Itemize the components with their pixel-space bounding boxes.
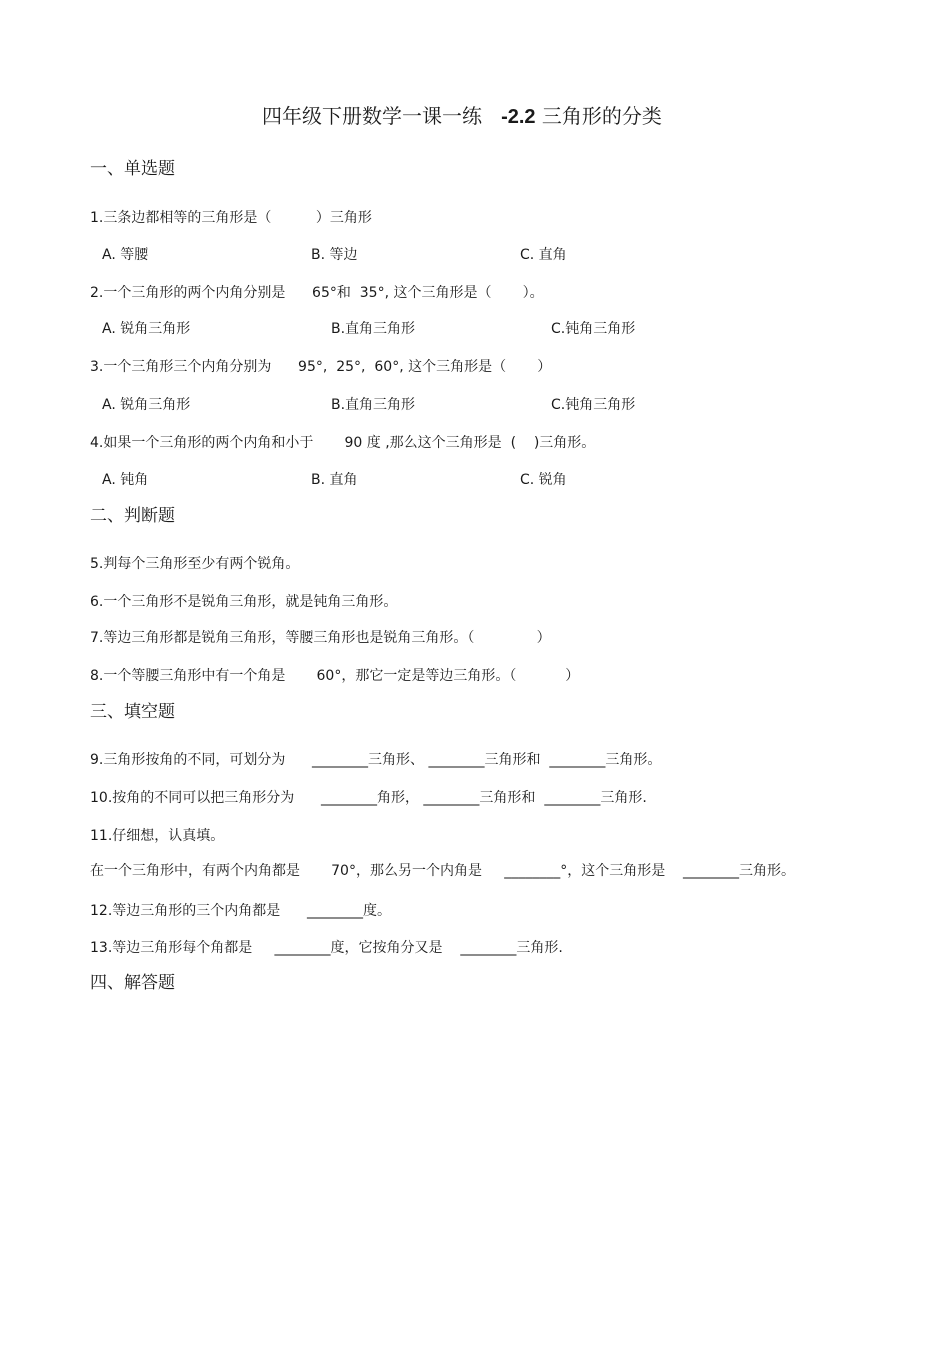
- question-4-option-a: A. 钝角: [102, 472, 149, 488]
- question-13: 13.等边三角形每个角都是 ________度，它按角分又是 ________三角形.: [90, 940, 563, 956]
- question-9: 9.三角形按角的不同，可划分为 ________三角形、 ________三角形和 ________三角形。: [90, 752, 662, 768]
- title-lesson-number: -2.2: [501, 106, 536, 128]
- section-heading-answer: 四、解答题: [90, 973, 175, 993]
- question-11: 11.仔细想，认真填。: [90, 828, 225, 844]
- question-5: 5.判每个三角形至少有两个锐角。: [90, 556, 300, 572]
- question-4-option-c: C. 锐角: [520, 472, 567, 488]
- title-prefix: 四年级下册数学一课一练: [262, 104, 502, 128]
- section-heading-fill-blank: 三、填空题: [90, 702, 175, 722]
- question-12: 12.等边三角形的三个内角都是 ________度。: [90, 903, 391, 919]
- question-4: 4.如果一个三角形的两个内角和小于 90 度 ,那么这个三角形是 ( )三角形。: [90, 435, 596, 451]
- question-1-option-a: A. 等腰: [102, 247, 149, 263]
- question-2: 2.一个三角形的两个内角分别是 65°和 35°, 这个三角形是（ ）。: [90, 285, 544, 301]
- question-2-option-a: A. 锐角三角形: [102, 321, 191, 337]
- question-1-option-c: C. 直角: [520, 247, 567, 263]
- question-3-option-c: C.钝角三角形: [551, 397, 636, 413]
- question-2-option-c: C.钝角三角形: [551, 321, 636, 337]
- section-heading-single-choice: 一、单选题: [90, 159, 175, 179]
- question-8: 8.一个等腰三角形中有一个角是 60°，那它一定是等边三角形。（ ）: [90, 668, 580, 684]
- question-1-option-b: B. 等边: [311, 247, 358, 263]
- page-title: [262, 106, 662, 127]
- question-11-sub: 在一个三角形中，有两个内角都是 70°，那么另一个内角是 ________°，这个三角形是 ________三角形。: [90, 863, 796, 879]
- question-10: 10.按角的不同可以把三角形分为 ________角形， ________三角形和 ________三角形.: [90, 790, 647, 806]
- question-7: 7.等边三角形都是锐角三角形，等腰三角形也是锐角三角形。（ ）: [90, 630, 551, 646]
- question-6: 6.一个三角形不是锐角三角形，就是钝角三角形。: [90, 594, 398, 610]
- question-2-option-b: B.直角三角形: [331, 321, 416, 337]
- question-3: 3.一个三角形三个内角分别为 95°, 25°, 60°, 这个三角形是（ ）: [90, 359, 552, 375]
- question-3-option-a: A. 锐角三角形: [102, 397, 191, 413]
- section-heading-true-false: 二、判断题: [90, 506, 175, 526]
- question-3-option-b: B.直角三角形: [331, 397, 416, 413]
- question-4-option-b: B. 直角: [311, 472, 358, 488]
- title-suffix: 三角形的分类: [535, 104, 662, 128]
- question-1: 1.三条边都相等的三角形是（ ）三角形: [90, 210, 372, 226]
